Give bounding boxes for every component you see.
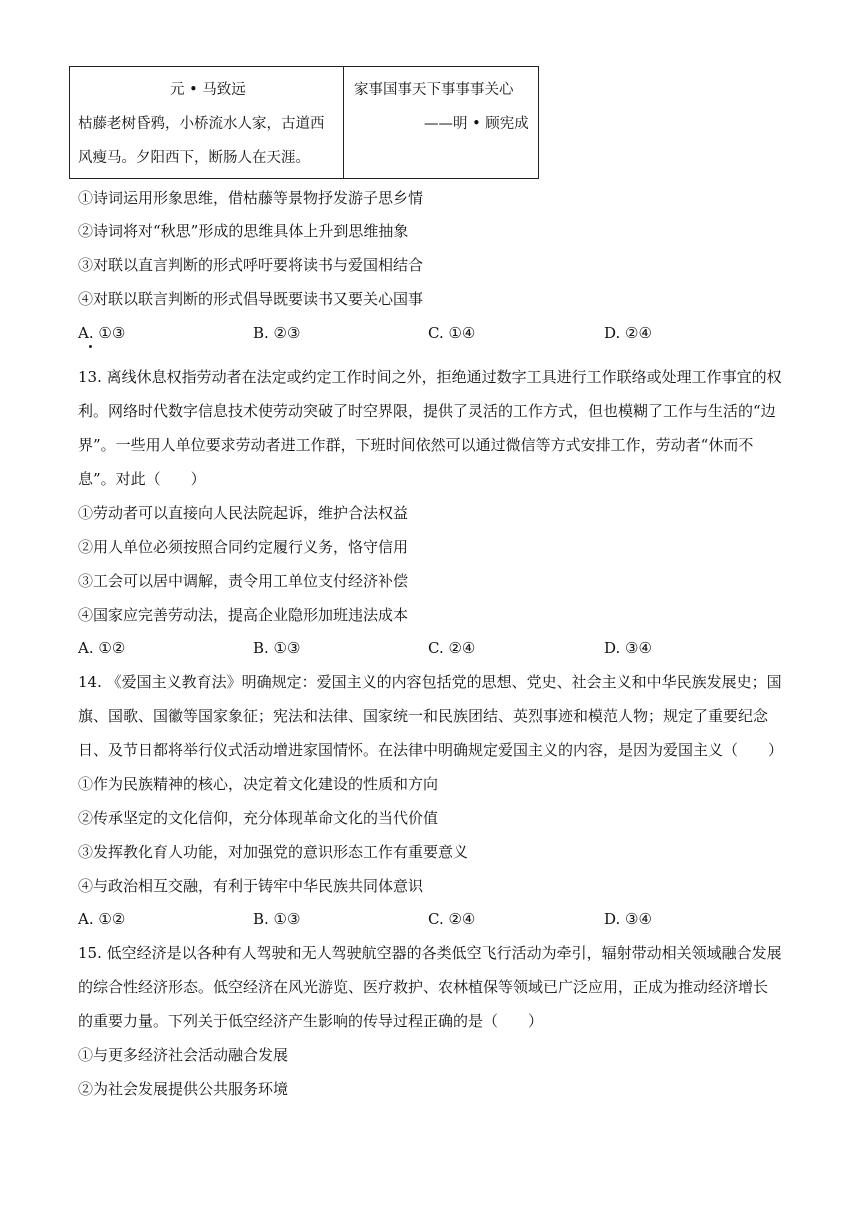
option-a: A. ①②: [78, 639, 126, 657]
option-d: D. ③④: [604, 639, 652, 657]
statement: ①诗词运用形象思维，借枯藤等景物抒发游子思乡情: [78, 189, 424, 207]
statement: ③工会可以居中调解，责令用工单位支付经济补偿: [78, 572, 409, 590]
question-stem: 14. 《爱国主义教育法》明确规定：爱国主义的内容包括党的思想、党史、社会主义和中华民族发展史；国: [78, 673, 782, 691]
statement: ④对联以联言判断的形式倡导既要读书又要关心国事: [78, 290, 424, 308]
poem-title: 元 • 马致远: [170, 82, 246, 98]
question-stem: 15. 低空经济是以各种有人驾驶和无人驾驶航空器的各类低空飞行活动为牵引，辐射带动相关领域融合发展: [78, 944, 782, 962]
option-a: A. ①②: [78, 910, 126, 928]
question-stem: 旗、国歌、国徽等国家象征；宪法和法律、国家统一和民族团结、英烈事迹和模范人物；规定了重要纪念: [78, 707, 769, 725]
option-b: B. ①③: [253, 910, 301, 928]
option-d: D. ②④: [604, 324, 652, 342]
statement: ②诗词将对“秋思”形成的思维具体上升到思维抽象: [78, 222, 409, 240]
statement: ①作为民族精神的核心，决定着文化建设的性质和方向: [78, 775, 439, 793]
question-stem: 日、及节日都将举行仪式活动增进家国情怀。在法律中明确规定爱国主义的内容，是因为爱国主义（ ）: [78, 741, 784, 759]
statement: ③对联以直言判断的形式呼吁要将读书与爱国相结合: [78, 256, 424, 274]
statement: ④国家应完善劳动法，提高企业隐形加班违法成本: [78, 606, 409, 624]
statement: ④与政治相互交融，有利于铸牢中华民族共同体意识: [78, 877, 424, 895]
couplet-cell: [344, 67, 538, 178]
question-stem: 利。网络时代数字信息技术使劳动突破了时空界限，提供了灵活的工作方式，但也模糊了工作与生活的“边: [78, 402, 776, 420]
statement: ①与更多经济社会活动融合发展: [78, 1046, 289, 1064]
option-d: D. ③④: [604, 910, 652, 928]
poem-line: 枯藤老树昏鸦，小桥流水人家，古道西: [78, 116, 325, 132]
statement: ③发挥教化育人功能，对加强党的意识形态工作有重要意义: [78, 843, 469, 861]
statement: ②用人单位必须按照合同约定履行义务，恪守信用: [78, 538, 409, 556]
question-stem: 息”。对此（ ）: [78, 470, 206, 488]
question-stem: 13. 离线休息权指劳动者在法定或约定工作时间之外，拒绝通过数字工具进行工作联络或处理工作事宜的权: [78, 368, 782, 386]
couplet-attribution: ——明 • 顾宪成: [424, 116, 529, 132]
statement: ①劳动者可以直接向人民法院起诉，维护合法权益: [78, 504, 409, 522]
question-stem: 的综合性经济形态。低空经济在风光游览、医疗救护、农林植保等领域已广泛应用，正成为推动经济增长: [78, 978, 769, 996]
question-stem: 界”。一些用人单位要求劳动者进工作群，下班时间依然可以通过微信等方式安排工作，劳动者“休而不: [78, 436, 754, 454]
option-b: B. ①③: [253, 639, 301, 657]
poem-table: [69, 66, 539, 179]
emphasis-dot: [89, 345, 92, 348]
question-stem: 的重要力量。下列关于低空经济产生影响的传导过程正确的是（ ）: [78, 1012, 544, 1030]
option-a: A. ①③: [78, 324, 126, 342]
statement: ②传承坚定的文化信仰，充分体现革命文化的当代价值: [78, 809, 439, 827]
poem-line: 风瘦马。夕阳西下，断肠人在天涯。: [78, 150, 310, 166]
couplet-text: 家事国事天下事事事关心: [354, 82, 514, 98]
option-c: C. ①④: [428, 324, 476, 342]
statement: ②为社会发展提供公共服务环境: [78, 1080, 289, 1098]
option-c: C. ②④: [428, 639, 476, 657]
option-c: C. ②④: [428, 910, 476, 928]
poem-cell: [70, 67, 344, 178]
option-b: B. ②③: [253, 324, 301, 342]
